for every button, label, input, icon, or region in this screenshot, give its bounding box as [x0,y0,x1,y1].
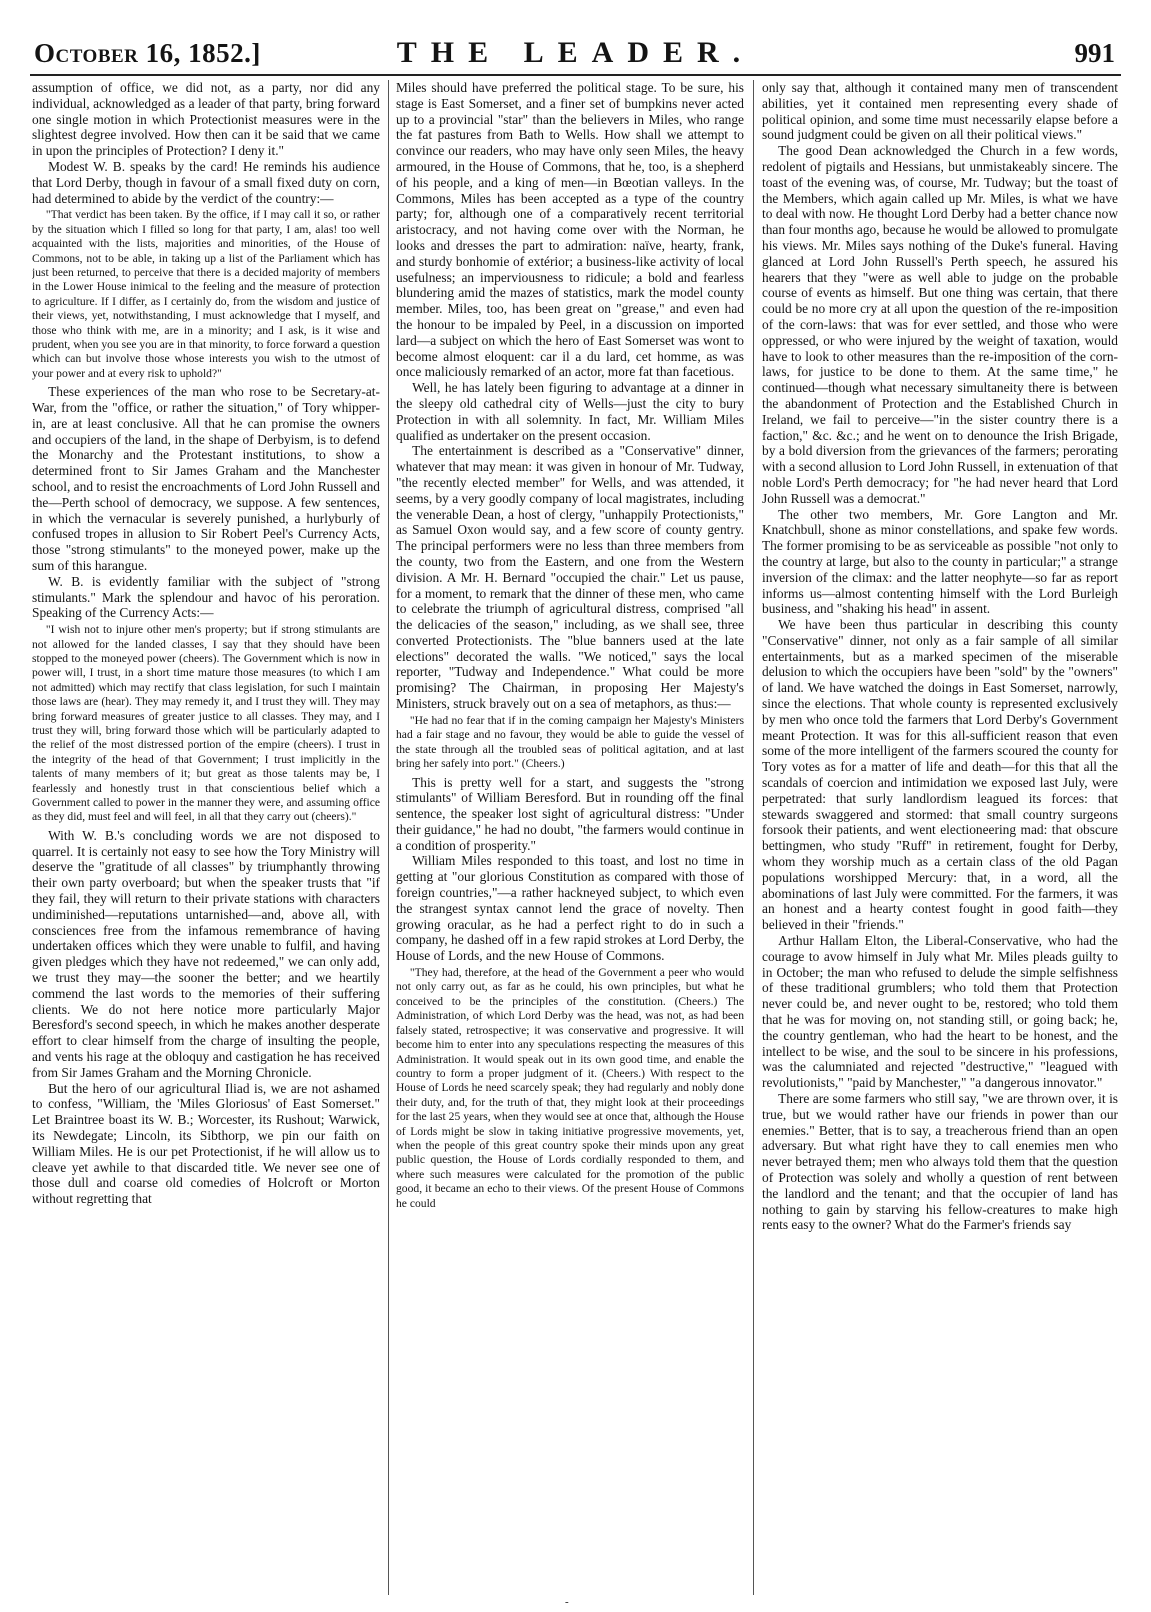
paragraph: The entertainment is described as a "Conservative" dinner, whatever that may mean: it was given in honour of Mr. Tudway, "the recently elected member" for Wells, and was attended, it seems, by a very goodly company of local magistrates, including the venerable Dean, a host of clergy, "unhappily Protectionists," as Samuel Oxon would say, and a few score of county gentry. The principal performers were no less than three members from the county, two from the Eastern, and one from the Western division. A Mr. H. Bernard "occupied the chair." Let us pause, for a moment, to remark that the dinner of these men, who came to celebrate the triumph of agricultural distress, comprised "all the delicacies of the season," including, as we shall see, three converted Protectionists. The "blue banners used at the late elections" decorated the walls. "We noticed," says the local reporter, "Tudway and Independence." What could be more promising? The Chairman, in proposing Her Majesty's Ministers, struck bravely out on a sea of metaphors, as thus:— [396,443,744,712]
paragraph: W. B. is evidently familiar with the subject of "strong stimulants." Mark the splendour and havoc of his peroration. Speaking of the Currency Acts:— [32,573,380,621]
paragraph: This is pretty well for a start, and suggests the "strong stimulants" of William Beresford. But in rounding off the final sentence, the speaker lost sight of agricultural distress: "Under their guidance," he had no doubt, "the farmers would continue in a condition of prosperity." [396,774,744,853]
paragraph: The good Dean acknowledged the Church in a few words, redolent of pigtails and Hessians, but unmistakeably sincere. The toast of the evening was, of course, Mr. Tudway; but the toast of the Members, which again called up Mr. Miles, is what we have to deal with now. He thought Lord Derby had a better chance now than four months ago, because he would be allowed to promulgate his views. Mr. Miles says nothing of the Duke's funeral. Having glanced at Lord John Russell's Perth speech, he assured his hearers that they "were as well able to judge on the probable course of events as himself. But one thing was certain, that there could be no more cry at all upon the question of the re-imposition of the corn-laws: that was for ever settled, and those who were oppressed, or who were injured by the weight of taxation, would have to look to other measures than the re-imposition of the corn-laws, for justice to be done to them. At the same time," he continued—though what necessary simultaneity there is between the abandonment of Protection and the Established Church in Ireland, we fail to perceive—"in the sister country there is a faction," &c. &c.; and he went on to denounce the Irish Brigade, by a bold diversion from the grievances of the farmers; perorating with a second allusion to Lord John Russell, in extenuation of that noble Lord's Perth democracy; for "he had never heard that Lord John Russell was a democrat." [762,143,1118,506]
paragraph: Miles should have preferred the political stage. To be sure, his stage is East Somerset, and a finer set of bumpkins never acted up to a provincial "star" than the believers in Miles, who range the fat pastures from Bath to Wells. How shall we attempt to convince our readers, who may have only seen Miles, the heavy armoured, in the House of Commons, that he, too, is a shepherd of his people, and a king of men—in Bœotian valleys. In the Commons, Miles has been accepted as a type of the country party; for, although one of a comparatively recent territorial aristocracy, and not having come over with the Norman, he looks and dresses the part to admiration: naïve, hearty, frank, and sturdy bonhomie of extérior; a business-like activity of local usefulness; an imperviousness to ridicule; a bold and fearless blundering amid the mazes of statistics, mark the model county member. Miles, too, has been great on "grease," and even had the honour to be impaled by Peel, in a discussion on imported lard—a subject on which the hero of East Somerset was wont to become almost eloquent: car il a du lard, cet homme, as was once maliciously remarked of an actor, more fat than facetious. [396,80,744,380]
column-divider [753,80,754,1595]
paragraph: Arthur Hallam Elton, the Liberal-Conservative, who had the courage to avow himself in July what Mr. Miles pleads guilty to in October; the man who refused to delude the simple selfishness of these traditional grumblers; who told them that Protection never could be, and never ought to be, restored; who told them that he was for moving on, not standing still, or going back; he, the country gentleman, who had the heart to be honest, and the intellect to be wise, and the soul to be sincere in his professions, was the calumniated and rejected "destructive," "leagued with revolutionists," "paid by Manchester," "a dangerous innovator." [762,933,1118,1091]
print-mark: - [565,1596,569,1608]
column-2 [396,80,744,1595]
paragraph: William Miles responded to this toast, and lost no time in getting at "our glorious Constitution as compared with those of foreign countries,"—a rather hackneyed subject, to which even the strangest syntax cannot lend the grace of novelty. Then growing oracular, as he had a perfect right to do in such a company, he dashed off in a few rapid strokes at Lord Derby, the House of Lords, and the new House of Commons. [396,853,744,964]
column-3 [762,80,1118,1595]
masthead [30,30,1121,76]
paragraph: There are some farmers who still say, "we are thrown over, it is true, but we would rather have our friends in power than our enemies." Better, that is to say, a treacherous friend than an open adversary. But what right have they to call enemies men who never betrayed them; men who always told them that the question of Protection was solely and wholly a question of rent between the landlord and the tenant; and that the occupier of land has nothing to gain by starving his fellow-creatures to make high rents easy to the owner? What do the Farmer's friends say [762,1091,1118,1233]
block-quote: "They had, therefore, at the head of the Government a peer who would not only carry out, as far as he could, his own principles, but what he conceived to be the principles of the constitution. (Cheers.) The Administration, of which Lord Derby was the head, was not, as had been falsely stated, retrospective; it was conservative and progressive. It will become him to enter into any speculations respecting the measures of this Administration. It would speak out in its own good time, and enable the country to form a proper judgment of it. (Cheers.) With respect to the House of Lords he need scarcely speak; they had regularly and nobly done their duty, and, for the truth of that, they might look at their proceedings for the last 25 years, when they would see at once that, although the House of Lords might be slow in taking initiative progressive movements, yet, when the people of this great country spoke their minds upon any great public question, the House of Lords cordially responded to them, and where such measures were calculated for the promotion of the public good, it became an echo to their views. Of the present House of Commons he could [396,966,744,1210]
paragraph: Modest W. B. speaks by the card! He reminds his audience that Lord Derby, though in favour of a small fixed duty on corn, had determined to abide by the verdict of the country:— [32,158,380,206]
paragraph: But the hero of our agricultural Iliad is, we are not ashamed to confess, "William, the 'Miles Gloriosus' of East Somerset." Let Braintree boast its W. B.; Worcester, its Rushout; Warwick, its Newdegate; Lincoln, its Sibthorp, we pin our faith on William Miles. He is our pet Protectionist, if he will allow us to cleave yet awhile to that discarded title. We never see one of those dull and coarse old comedies of Holcroft or Morton without regretting that [32,1080,380,1207]
newspaper-title: THE LEADER. [396,36,755,69]
issue-date: October 16, 1852.] [34,38,261,68]
paragraph: assumption of office, we did not, as a party, nor did any individual, acknowledged as a leader of that party, bring forward one single motion in which Protectionist measures were in the slightest degree involved. How then can it be said that we came in upon the principles of Protection? I deny it." [32,80,380,159]
block-quote: "He had no fear that if in the coming campaign her Majesty's Ministers had a fair stage and no favour, they would be able to guide the vessel of the state through all the troubled seas of political agitation, and at last bring her safely into port." (Cheers.) [396,713,744,771]
paragraph: The other two members, Mr. Gore Langton and Mr. Knatchbull, shone as minor constellations, and spake few words. The former promising to be as serviceable as possible "not only to the country at large, but also to the county in particular;" a strange inversion of the climax: and the latter neophyte—so far as report informs us—almost contenting himself with the Lord Burleigh business, and "shaking his head" in assent. [762,506,1118,617]
block-quote: "That verdict has been taken. By the office, if I may call it so, or rather by the situation which I filled so long for that party, I am, alas! too well acquainted with the lists, majorities and minorities, of the House of Commons, not to be able, in taking up a list of the Parliament which has just been returned, to perceive that there is a decided majority of members in the Lower House inimical to the feeling and the measure of protection to agriculture. If I differ, as I certainly do, from the wisdom and justice of their views, yet, notwithstanding, I must acknowledge that I myself, and those who think with me, are in a minority; and I ask, is it wise and prudent, when you see you are in that minority, to force forward a question which can but involve those whose interests you wish to the utmost of your power and at every risk to uphold?" [32,208,380,380]
column-1 [32,80,380,1595]
paragraph: Well, he has lately been figuring to advantage at a dinner in the sleepy old cathedral city of Wells—just the city to bury Protection in with all solemnity. In fact, Mr. William Miles qualified as undertaker on the present occasion. [396,380,744,443]
page-number: 991 [1074,38,1115,68]
column-divider [388,80,389,1595]
paragraph: We have been thus particular in describing this county "Conservative" dinner, not only as a fair sample of all similar entertainments, but as a marked specimen of the miserable delusion to which the occupiers have been "sold" by the "owners" of land. We have watched the doings in East Somerset, narrowly, since the elections. That whole county is represented exclusively by men who once told the farmers that Lord Derby's Government meant Protection. It was for this all-sufficient reason that even some of the more intelligent of the farmers scoured the county for Tory votes as for a matter of life and death—for this that all the scandals of coercion and intimidation we exposed last July, were perpetrated: that surly landlordism leagued its forces: that stewards swaggered and stormed: that small country surgeons forsook their patients, and went electioneering mad: that obscure bettingmen, who study "Ruff" in retirement, fought for Derby, whom they worship much as a certain class of the old Pagan populations worshipped Mercury: that, in a word, all the abominations of last July were committed. For the farmers, it was an honest and a hearty contest fought in good faith—they believed in their "friends." [762,617,1118,933]
paragraph: only say that, although it contained many men of transcendent abilities, yet it contained men representing every shade of political opinion, and some time must necessarily elapse before a sound judgment could be given on all their political views." [762,80,1118,143]
paragraph: These experiences of the man who rose to be Secretary-at-War, from the "office, or rather the situation," of Tory whipper-in, are at least conclusive. All that he can promise the owners and occupiers of the land, in the shape of Derbyism, is to defend the Monarchy and the Protestant institutions, to show a determined front to Sir James Graham and the Manchester school, and to resist the encroachments of Lord John Russell and the—Perth school of democracy, we suppose. A few sentences, in which the vernacular is severely punished, a hurlyburly of confused tropes in allusion to Sir Robert Peel's Currency Acts, those "strong stimulants" to the moneyed power, make up the sum of this harangue. [32,384,380,574]
paragraph: With W. B.'s concluding words we are not disposed to quarrel. It is certainly not easy to see how the Tory Ministry will deserve the "gratitude of all classes" by triumphantly throwing their own party overboard; but when the speaker trusts that "if they fail, they will return to their private stations with characters undiminished—reputations untarnished—and, above all, with consciences free from the infamous remembrance of having undertaken offices which they were unable to fulfil, and having given pledges which they have not redeemed," we can only add, we trust they may—the sooner the better; and we heartily commend the last words to the memories of their suffering clients. We do not here notice more particularly Major Beresford's second speech, in which he makes another desperate effort to clear himself from the charge of insulting the people, and vents his rage at the obloquy and castigation he has received from Sir James Graham and the Morning Chronicle. [32,827,380,1080]
block-quote: "I wish not to injure other men's property; but if strong stimulants are not allowed for the landed classes, I say that they should have been stopped to the moneyed power (cheers). The Government which is now in power will, I trust, in a short time mature those measures (to which I am not admitted) which may rectify that class legislation, for such I maintain those laws are (hear). They may remedy it, and I trust they will. They may bring forward measures of greater justice to all classes. They may, and I trust they will, bring forward those which will be particularly adapted to the relief of the most distressed portion of the empire (cheers). I trust in the integrity of the head of that Government; I trust implicitly in the talents of many members of it; but great as those talents may be, I fearlessly and honestly trust in that conscientious belief which a Government called to power in the manner they were, and assuming office as they did, must feel and will feel, in all that they carry out (cheers)." [32,623,380,824]
